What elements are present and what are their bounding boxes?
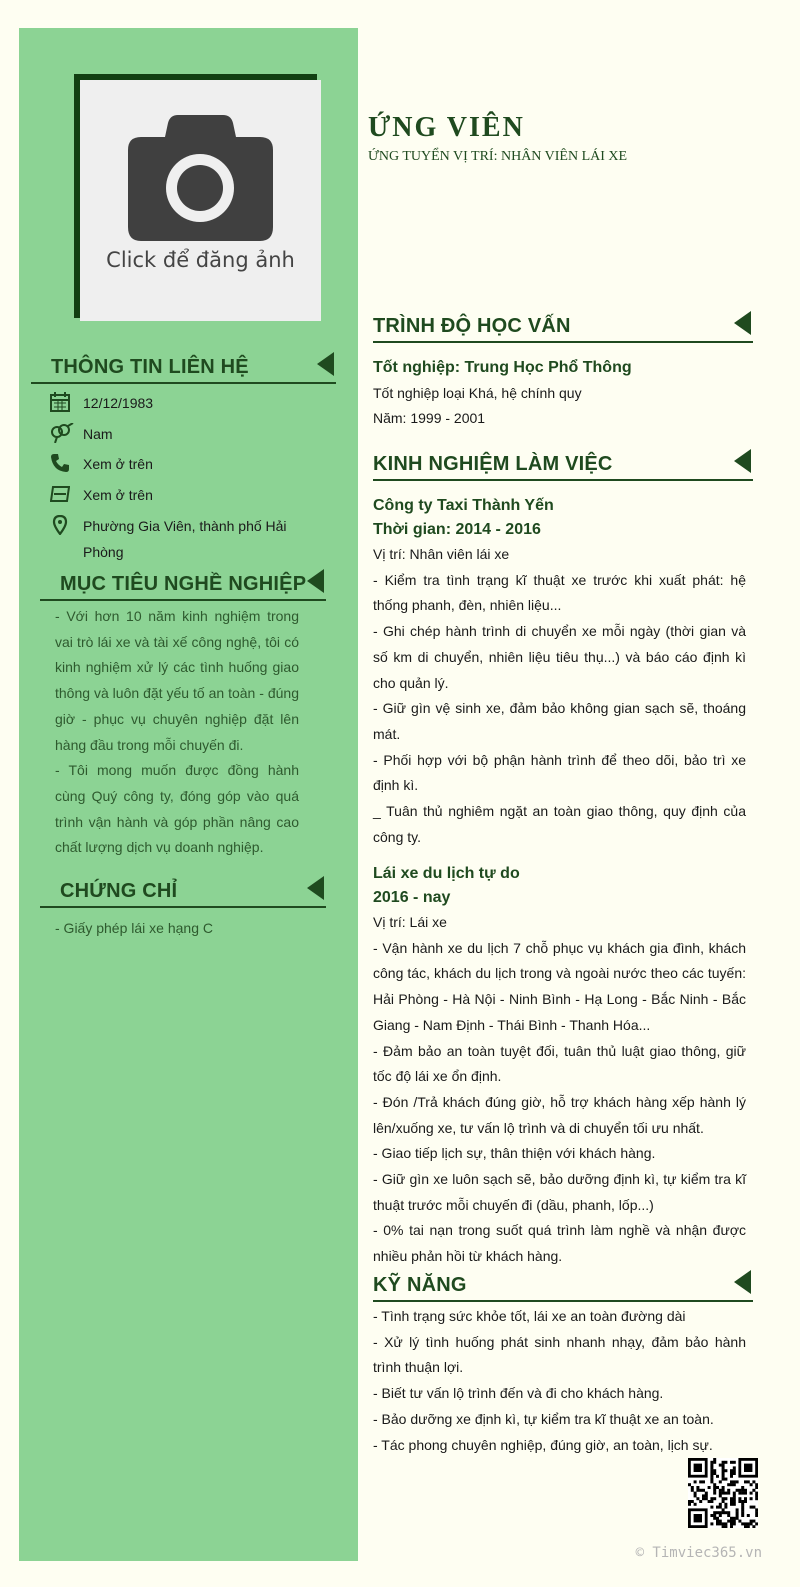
job-period: Thời gian: 2014 - 2016 <box>373 521 541 538</box>
objective-line: - Tôi mong muốn được đồng hành cùng Quý công ty, đóng góp vào quá trình vận hành và góp phần nâng cao chất lượng dịch vụ doanh nghiệp. <box>55 762 299 856</box>
camera-icon <box>128 115 273 241</box>
experience-section-header <box>373 443 753 481</box>
section-triangle-icon <box>734 311 751 335</box>
certificate-item: - Giấy phép lái xe hạng C <box>55 920 213 936</box>
education-years: Năm: 1999 - 2001 <box>373 410 486 426</box>
education-title: TRÌNH ĐỘ HỌC VẤN <box>373 315 571 337</box>
job-duty: - Giữ gìn vệ sinh xe, đảm bảo không gian sạch sẽ, thoáng mát. <box>373 700 746 742</box>
job-duty: _ Tuân thủ nghiêm ngặt an toàn giao thông, quy định của công ty. <box>373 803 746 845</box>
qr-code <box>688 1458 758 1528</box>
education-section-header <box>373 305 753 343</box>
location-icon <box>50 515 70 535</box>
job-duty: - Vận hành xe du lịch 7 chỗ phục vụ khách gia đình, khách công tác, khách du lịch trong và ngoài nước theo các tuyến: Hải Phòng - Hà Nội - Ninh Bình - Hạ Long - Bắc Ninh - Bắc Giang - Nam Định - Thái Bình - Thanh Hóa... <box>373 939 746 1033</box>
section-triangle-icon <box>734 1270 751 1294</box>
calendar-icon <box>50 392 70 412</box>
job-duty: - Đảm bảo an toàn tuyệt đối, tuân thủ luật giao thông, giữ tốc độ lái xe ổn định. <box>373 1042 746 1085</box>
job-duty: - Phối hợp với bộ phận hành trình để theo dõi, bảo trì xe định kì. <box>373 751 746 794</box>
job-description <box>373 910 746 1270</box>
job-duty: - Giao tiếp lịch sự, thân thiện với khách hàng. <box>373 1145 656 1162</box>
contact-title: THÔNG TIN LIÊN HỆ <box>51 356 249 378</box>
job-company: Công ty Taxi Thành Yến <box>373 497 554 514</box>
photo-upload-button[interactable] <box>80 80 321 321</box>
job-period: 2016 - nay <box>373 889 451 906</box>
watermark: © Timviec365.vn <box>635 1545 762 1561</box>
job-duty: - Ghi chép hành trình di chuyển xe mỗi ngày (thời gian và số km di chuyển, nhiên liệu tiêu thụ...) và báo cáo định kì cho quản lý. <box>373 623 746 691</box>
skill-item: - Xử lý tình huống phát sinh nhanh nhạy, đảm bảo hành trình thuận lợi. <box>373 1333 746 1376</box>
job-duty: - Kiểm tra tình trạng kĩ thuật xe trước khi xuất phát: hệ thống phanh, đèn, nhiên liệu... <box>373 571 746 614</box>
candidate-name: ỨNG VIÊN <box>368 112 525 143</box>
skills-list <box>373 1304 746 1458</box>
section-triangle-icon <box>317 352 334 376</box>
skill-item: - Bảo dưỡng xe định kì, tự kiểm tra kĩ thuật xe an toàn. <box>373 1410 714 1427</box>
contact-birthdate-value: 12/12/1983 <box>83 395 154 411</box>
skills-title: KỸ NĂNG <box>373 1274 467 1296</box>
job-duty: - 0% tai nạn trong suốt quá trình làm nghề và nhận được nhiều phản hồi từ khách hàng. <box>373 1222 746 1265</box>
contact-email-value: Xem ở trên <box>83 487 153 503</box>
phone-icon <box>50 453 70 473</box>
section-triangle-icon <box>307 569 324 593</box>
education-detail: Tốt nghiệp loại Khá, hệ chính quy <box>373 385 582 401</box>
job-role: Vị trí: Lái xe <box>373 914 447 930</box>
certificates-title: CHỨNG CHỈ <box>60 880 178 902</box>
applied-position: ỨNG TUYỂN VỊ TRÍ: NHÂN VIÊN LÁI XE <box>368 149 628 164</box>
skill-item: - Biết tư vấn lộ trình đến và đi cho khách hàng. <box>373 1385 664 1402</box>
certificates-section-header <box>40 870 326 908</box>
objective-section-header <box>40 563 326 601</box>
photo-upload-label: Click để đăng ảnh <box>106 248 295 272</box>
contact-phone-value: Xem ở trên <box>83 456 153 472</box>
section-triangle-icon <box>307 876 324 900</box>
education-degree: Tốt nghiệp: Trung Học Phổ Thông <box>373 359 632 376</box>
email-icon <box>50 484 70 504</box>
skill-item: - Tác phong chuyên nghiệp, đúng giờ, an toàn, lịch sự. <box>373 1436 713 1453</box>
contact-gender-value: Nam <box>83 426 113 442</box>
contact-address-value: Phường Gia Viên, thành phố Hải Phòng <box>83 518 287 560</box>
job-description <box>373 542 746 850</box>
gender-icon <box>50 423 74 443</box>
contact-section-header <box>31 346 336 384</box>
skill-item: - Tình trạng sức khỏe tốt, lái xe an toàn đường dài <box>373 1308 686 1324</box>
experience-title: KINH NGHIỆM LÀM VIỆC <box>373 453 613 475</box>
objective-line: - Với hơn 10 năm kinh nghiệm trong vai trò lái xe và tài xế công nghệ, tôi có kinh nghiệm xử lý các tình huống giao thông và luôn đặt yếu tố an toàn - đúng giờ - phục vụ chuyên nghiệp đặt lên hàng đầu trong mỗi chuyến đi. <box>55 608 299 753</box>
objective-text <box>55 604 299 861</box>
section-triangle-icon <box>734 449 751 473</box>
job-company: Lái xe du lịch tự do <box>373 865 520 882</box>
job-duty: - Đón /Trả khách đúng giờ, hỗ trợ khách hàng xếp hành lý lên/xuống xe, tư vấn lộ trình và di chuyển tối ưu nhất. <box>373 1093 746 1136</box>
skills-section-header <box>373 1264 753 1302</box>
job-role: Vị trí: Nhân viên lái xe <box>373 546 510 562</box>
objective-title: MỤC TIÊU NGHỀ NGHIỆP <box>60 573 307 595</box>
job-duty: - Giữ gìn xe luôn sạch sẽ, bảo dưỡng định kì, tự kiểm tra kĩ thuật trước mỗi chuyến đi (dầu, phanh, lốp...) <box>373 1171 746 1213</box>
qr-code-icon <box>688 1458 758 1528</box>
